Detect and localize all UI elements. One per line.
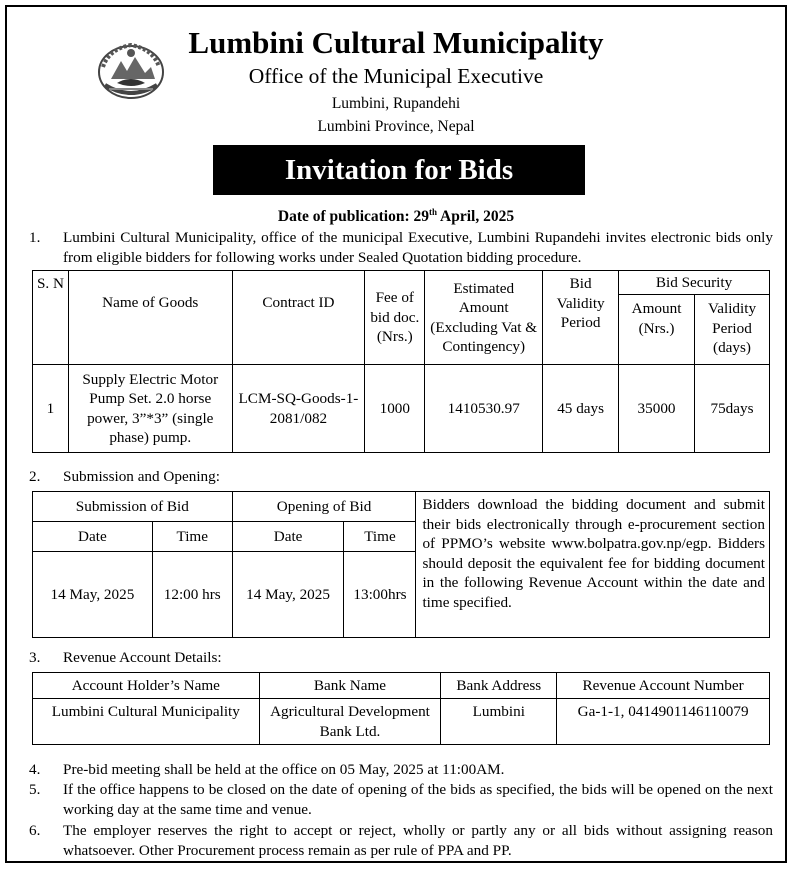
cell-account-holder: Lumbini Cultural Municipality xyxy=(33,699,260,745)
section-number: 3. xyxy=(29,649,41,666)
cell-submission-date: 14 May, 2025 xyxy=(33,552,153,638)
header-estimated-amount: Estimated Amount (Excluding Vat & Contingency) xyxy=(425,271,543,365)
cell-revenue-account: Ga-1-1, 0414901146110079 xyxy=(557,699,770,745)
header-bid-validity: Bid Validity Period xyxy=(543,271,619,365)
section-number: 2. xyxy=(29,468,41,485)
header-fee: Fee of bid doc. (Nrs.) xyxy=(365,271,425,365)
section-6 xyxy=(29,821,773,860)
header-opening: Opening of Bid xyxy=(232,492,416,522)
notice-page xyxy=(5,5,787,863)
notice-title: Invitation for Bids xyxy=(213,145,585,195)
cell-submission-time: 12:00 hrs xyxy=(152,552,232,638)
header-account-holder: Account Holder’s Name xyxy=(33,673,260,699)
cell-fee: 1000 xyxy=(365,365,425,453)
section-5 xyxy=(29,780,773,819)
header-security-amount: Amount (Nrs.) xyxy=(619,295,695,365)
section-2 xyxy=(29,467,773,487)
section-3-title: Revenue Account Details: xyxy=(63,649,222,666)
header-goods-name: Name of Goods xyxy=(68,271,232,365)
header-submission-date: Date xyxy=(33,522,153,552)
section-number: 6. xyxy=(29,822,41,839)
section-5-text: If the office happens to be closed on the date of opening of the bids as specified, the bids will be opened on the next working day at the same time and venue. xyxy=(63,781,773,818)
header-submission-time: Time xyxy=(152,522,232,552)
section-4 xyxy=(29,760,773,780)
header-opening-time: Time xyxy=(344,522,416,552)
section-1 xyxy=(29,228,773,267)
table-row xyxy=(33,365,770,453)
cell-opening-date: 14 May, 2025 xyxy=(232,552,344,638)
cell-opening-time: 13:00hrs xyxy=(344,552,416,638)
section-number: 1. xyxy=(29,229,41,246)
cell-security-validity: 75days xyxy=(695,365,770,453)
cell-goods-name: Supply Electric Motor Pump Set. 2.0 horse power, 3”*3” (single phase) pump. xyxy=(68,365,232,453)
header-submission: Submission of Bid xyxy=(33,492,233,522)
office-name: Office of the Municipal Executive xyxy=(248,64,544,88)
section-number: 5. xyxy=(29,781,41,798)
location-line-2: Lumbini Province, Nepal xyxy=(317,118,475,135)
section-number: 4. xyxy=(29,761,41,778)
cell-sn: 1 xyxy=(33,365,69,453)
cell-bank-address: Lumbini xyxy=(441,699,557,745)
goods-table xyxy=(32,270,770,453)
location-line-1: Lumbini, Rupandehi xyxy=(331,95,461,112)
publication-date: Date of publication: 29th April, 2025 xyxy=(277,206,515,225)
section-2-title: Submission and Opening: xyxy=(63,468,220,485)
header-bank-address: Bank Address xyxy=(441,673,557,699)
organization-name: Lumbini Cultural Municipality xyxy=(188,25,604,60)
section-1-text: Lumbini Cultural Municipality, office of the municipal Executive, Lumbini Rupandehi invites electronic bids only from eligible bidders for following works under Sealed Quotation bidding procedure. xyxy=(63,229,773,266)
cell-estimated-amount: 1410530.97 xyxy=(425,365,543,453)
header-contract-id: Contract ID xyxy=(232,271,365,365)
cell-contract-id: LCM-SQ-Goods-1-2081/082 xyxy=(232,365,365,453)
header-bank-name: Bank Name xyxy=(259,673,441,699)
cell-bank-name: Agricultural Development Bank Ltd. xyxy=(259,699,441,745)
section-3 xyxy=(29,648,773,668)
header-revenue-account: Revenue Account Number xyxy=(557,673,770,699)
cell-security-amount: 35000 xyxy=(619,365,695,453)
section-4-text: Pre-bid meeting shall be held at the office on 05 May, 2025 at 11:00AM. xyxy=(63,761,505,778)
header-security-validity: Validity Period (days) xyxy=(695,295,770,365)
cell-bid-validity: 45 days xyxy=(543,365,619,453)
header-bid-security: Bid Security xyxy=(619,271,770,295)
submission-opening-table xyxy=(32,491,770,638)
section-6-text: The employer reserves the right to accept or reject, wholly or partly any or all bids without assigning reason whatsoever. Other Procurement process remain as per rule of PPA and PP. xyxy=(63,822,773,859)
revenue-account-table xyxy=(32,672,770,745)
header-sn: S. N xyxy=(33,271,69,365)
bidding-instructions: Bidders download the bidding document and submit their bids electronically through e-procurement section of PPMO’s website www.bolpatra.gov.np/egp. Bidders should deposit the equivalent fee for bidding document in the following Revenue Account within the date and time specified. xyxy=(416,492,770,638)
table-row xyxy=(33,699,770,745)
header-opening-date: Date xyxy=(232,522,344,552)
